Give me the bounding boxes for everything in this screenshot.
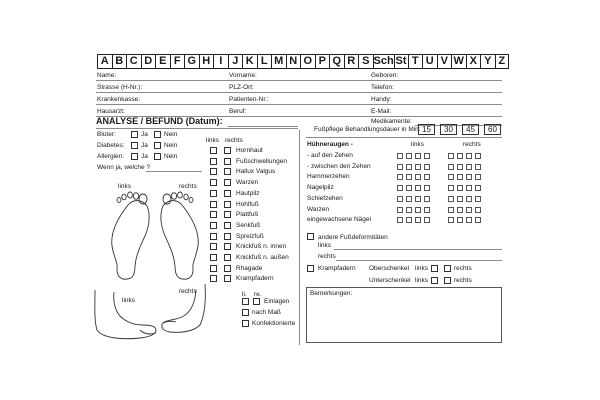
rule [336, 260, 502, 261]
huehneraugen-links-box[interactable] [397, 196, 403, 202]
befund-item-label: Warzen [236, 179, 259, 187]
krampfadern-checkbox[interactable] [307, 265, 314, 272]
unter-rechts-checkbox[interactable] [444, 277, 451, 284]
alphabet-tab[interactable]: G [184, 54, 199, 69]
right-sole-outline [161, 201, 198, 280]
alphabet-tab[interactable]: N [286, 54, 301, 69]
feet-rechts-label: rechts [179, 183, 197, 190]
alphabet-tab[interactable]: B [112, 54, 127, 69]
feet-side-rechts-label: rechts [179, 288, 197, 295]
feet-links-label: links [118, 183, 132, 190]
column-divider [299, 130, 300, 345]
allergien-label: Allergien: [97, 153, 125, 160]
wenn-ja-label: Wenn ja, welche ? [97, 164, 150, 171]
alphabet-tab[interactable]: W [451, 54, 466, 69]
oberschenkel-label: Oberschenkel [369, 265, 410, 272]
huehneraugen-row-label: eingewachsene Nägel [307, 216, 371, 224]
huehneraugen-rechts-box[interactable] [448, 207, 454, 213]
huehneraugen-row-label: Hammerzehen [307, 173, 350, 181]
huehneraugen-rechts-box[interactable] [466, 217, 472, 223]
plz-ort-label: PLZ-Ort: [229, 84, 254, 91]
konfektionierte-label: Konfektionierte [252, 320, 296, 327]
alphabet-tab[interactable]: Z [495, 54, 510, 69]
huehneraugen-rechts-box[interactable] [475, 185, 481, 191]
huehneraugen-rechts-box[interactable] [475, 153, 481, 159]
huehneraugen-row-label: Warzen [307, 205, 330, 213]
handy-label: Handy: [371, 96, 392, 103]
alphabet-tab[interactable]: K [242, 54, 257, 69]
befund-item-label: Plattfuß [236, 211, 259, 219]
huehneraugen-links-box[interactable] [406, 217, 412, 223]
huehneraugen-rechts-box[interactable] [457, 164, 463, 170]
geboren-label: Geboren: [371, 72, 399, 79]
alphabet-tab[interactable]: C [126, 54, 141, 69]
huehneraugen-rechts-box[interactable] [466, 196, 472, 202]
einlagen-li-heading: li. [242, 291, 247, 298]
bemerkungen-label: Bemerkungen: [310, 290, 353, 297]
huehneraugen-links-box[interactable] [415, 174, 421, 180]
huehneraugen-row-label: - auf den Zehen [307, 152, 353, 159]
alphabet-tab[interactable]: E [155, 54, 170, 69]
behandlung-label: Fußpflege Behandlungsdauer in Min: [314, 126, 421, 133]
ober-links-label: links [415, 265, 429, 272]
huehneraugen-links-box[interactable] [415, 153, 421, 159]
diabetes-nein-label: Nein [164, 142, 178, 149]
unter-links-label: links [415, 277, 429, 284]
huehneraugen-rechts-box[interactable] [466, 164, 472, 170]
huehneraugen-links-box[interactable] [397, 185, 403, 191]
alphabet-tab[interactable]: P [315, 54, 330, 69]
alphabet-tab[interactable]: Sch [373, 55, 394, 67]
huehneraugen-rechts-box[interactable] [475, 174, 481, 180]
alphabet-tab[interactable]: X [466, 54, 481, 69]
telefon-label: Telefon: [371, 84, 394, 91]
einlagen-re-heading: re. [254, 291, 262, 298]
left-sole-outline [112, 201, 149, 280]
huehneraugen-links-box[interactable] [424, 174, 430, 180]
huehneraugen-title: Hühneraugen - [307, 141, 353, 148]
huehneraugen-links-box[interactable] [397, 153, 403, 159]
huehneraugen-links-box[interactable] [406, 174, 412, 180]
ober-rechts-checkbox[interactable] [444, 265, 451, 272]
allergien-ja-label: Ja [141, 153, 148, 160]
analyse-title: ANALYSE / BEFUND (Datum): [96, 116, 223, 126]
alphabet-tab[interactable]: J [228, 54, 243, 69]
huehneraugen-rechts-box[interactable] [475, 164, 481, 170]
huehneraugen-rechts-box[interactable] [466, 207, 472, 213]
huehneraugen-links-box[interactable] [406, 153, 412, 159]
diabetes-ja-label: Ja [141, 142, 148, 149]
huehneraugen-links-box[interactable] [406, 185, 412, 191]
befund-item-label: Fußschwellungen [236, 157, 287, 165]
befund-item-label: Rhagade [236, 264, 263, 272]
huehneraugen-links-box[interactable] [424, 217, 430, 223]
unter-rechts-label: rechts [454, 277, 472, 284]
email-label: E-Mail: [371, 108, 392, 115]
huehneraugen-rechts-box[interactable] [448, 196, 454, 202]
huehneraugen-links-box[interactable] [406, 164, 412, 170]
einlagen-li-checkbox[interactable] [242, 298, 249, 305]
alphabet-tab[interactable]: Q [329, 54, 344, 69]
bluter-nein-label: Nein [164, 131, 178, 138]
alphabet-tab[interactable]: S [358, 54, 373, 69]
huehneraugen-links-box[interactable] [424, 207, 430, 213]
bemerkungen-box[interactable] [306, 287, 502, 343]
befund-item-label: Hohlfuß [236, 200, 259, 208]
hausarzt-label: Hausarzt: [97, 108, 125, 115]
alphabet-tab[interactable]: F [170, 54, 185, 69]
bluter-label: Bluter: [97, 131, 116, 138]
huehneraugen-rechts-heading: rechts [463, 141, 481, 148]
nach-mass-label: nach Maß [252, 309, 281, 316]
alphabet-tab[interactable]: D [141, 54, 156, 69]
huehneraugen-links-box[interactable] [415, 185, 421, 191]
minutes-45-box[interactable]: 45 [462, 124, 479, 135]
alphabet-tab[interactable]: H [199, 54, 214, 69]
huehneraugen-rechts-box[interactable] [457, 207, 463, 213]
huehneraugen-links-box[interactable] [415, 207, 421, 213]
ober-rechts-label: rechts [454, 265, 472, 272]
alphabet-tab[interactable]: T [408, 54, 423, 69]
ober-links-checkbox[interactable] [431, 265, 438, 272]
vorname-label: Vorname: [229, 72, 257, 79]
deformitaeten-checkbox[interactable] [307, 233, 314, 240]
alphabet-tab[interactable]: L [257, 54, 272, 69]
huehneraugen-row-label: - zwischen den Zehen [307, 162, 371, 170]
huehneraugen-links-box[interactable] [397, 207, 403, 213]
huehneraugen-rechts-box[interactable] [457, 217, 463, 223]
huehneraugen-rechts-box[interactable] [475, 196, 481, 202]
befund-item-label: Hornhaut [236, 147, 263, 154]
krampfadern-label: Krampfadern [318, 265, 356, 272]
alphabet-tab[interactable]: V [437, 54, 452, 69]
nach-mass-checkbox[interactable] [242, 309, 249, 316]
name-label: Name: [97, 72, 117, 79]
beruf-label: Beruf: [229, 108, 247, 115]
befund-item-label: Hallux Valgus [236, 168, 276, 176]
rule [334, 249, 502, 250]
alphabet-tab[interactable]: I [213, 54, 228, 69]
befund-item-label: Hautpilz [236, 189, 260, 197]
huehneraugen-rechts-box[interactable] [466, 185, 472, 191]
bluter-ja-label: Ja [141, 131, 148, 138]
huehneraugen-links-box[interactable] [424, 196, 430, 202]
huehneraugen-links-box[interactable] [406, 207, 412, 213]
huehneraugen-links-box[interactable] [415, 164, 421, 170]
huehneraugen-rechts-box[interactable] [448, 185, 454, 191]
huehneraugen-rechts-box[interactable] [457, 185, 463, 191]
befund-rechts-heading: rechts [225, 137, 243, 144]
allergien-nein-label: Nein [164, 153, 178, 160]
befund-item-label: Krampfadern [236, 275, 274, 283]
diabetes-label: Diabetes: [97, 142, 125, 149]
befund-links-heading: links [206, 137, 220, 144]
alphabet-tab[interactable]: St [395, 55, 407, 67]
huehneraugen-links-box[interactable] [397, 164, 403, 170]
befund-item-label: Knickfuß n. innen [236, 243, 287, 251]
strasse-label: Strasse (H-Nr.): [97, 84, 143, 91]
huehneraugen-rechts-box[interactable] [448, 164, 454, 170]
einlagen-re-checkbox[interactable] [253, 298, 260, 305]
patienten-nr-label: Patienten-Nr.: [229, 96, 269, 103]
befund-item-label: Spreizfuß [236, 232, 264, 240]
huehneraugen-rechts-box[interactable] [475, 217, 481, 223]
huehneraugen-links-box[interactable] [406, 196, 412, 202]
huehneraugen-row-label: Schiefzehen [307, 194, 343, 202]
feet-side-links-label: links [122, 297, 136, 304]
deformitaeten-label: andere Fußdeformitäten [318, 234, 388, 241]
alphabet-tab[interactable]: Y [480, 54, 495, 69]
alphabet-tab[interactable]: A [97, 54, 112, 69]
einlagen-label: Einlagen [264, 298, 290, 305]
huehneraugen-links-box[interactable] [424, 164, 430, 170]
huehneraugen-links-box[interactable] [424, 185, 430, 191]
befund-item-label: Senkfuß [236, 221, 261, 229]
huehneraugen-rechts-box[interactable] [466, 174, 472, 180]
huehneraugen-rechts-box[interactable] [475, 207, 481, 213]
deformitaeten-links-label: links [318, 242, 332, 249]
unter-links-checkbox[interactable] [431, 277, 438, 284]
rule [306, 137, 502, 138]
huehneraugen-rechts-box[interactable] [448, 217, 454, 223]
krankenkasse-label: Krankenkasse: [97, 96, 140, 103]
medikamente-label: Medikamente: [371, 118, 412, 125]
unterschenkel-label: Unterschenkel [369, 277, 411, 284]
alphabet-tab[interactable]: O [300, 54, 315, 69]
minutes-30-box[interactable]: 30 [440, 124, 457, 135]
huehneraugen-links-box[interactable] [397, 217, 403, 223]
alphabet-tab[interactable]: U [422, 54, 437, 69]
huehneraugen-links-box[interactable] [415, 196, 421, 202]
huehneraugen-rechts-box[interactable] [466, 153, 472, 159]
huehneraugen-links-box[interactable] [397, 174, 403, 180]
huehneraugen-rechts-box[interactable] [448, 153, 454, 159]
alphabet-tab[interactable]: M [271, 54, 286, 69]
huehneraugen-links-heading: links [411, 141, 425, 148]
huehneraugen-row-label: Nagelpilz [307, 184, 334, 192]
befund-item-label: Knickfuß n. außen [236, 254, 289, 261]
deformitaeten-rechts-label: rechts [318, 253, 336, 260]
konfektionierte-checkbox[interactable] [242, 320, 249, 327]
minutes-60-box[interactable]: 60 [484, 124, 501, 135]
huehneraugen-rechts-box[interactable] [457, 174, 463, 180]
minutes-15-box[interactable]: 15 [418, 124, 435, 135]
huehneraugen-links-box[interactable] [415, 217, 421, 223]
huehneraugen-rechts-box[interactable] [448, 174, 454, 180]
huehneraugen-rechts-box[interactable] [457, 196, 463, 202]
huehneraugen-rechts-box[interactable] [457, 153, 463, 159]
alphabet-tab[interactable]: R [344, 54, 359, 69]
huehneraugen-links-box[interactable] [424, 153, 430, 159]
